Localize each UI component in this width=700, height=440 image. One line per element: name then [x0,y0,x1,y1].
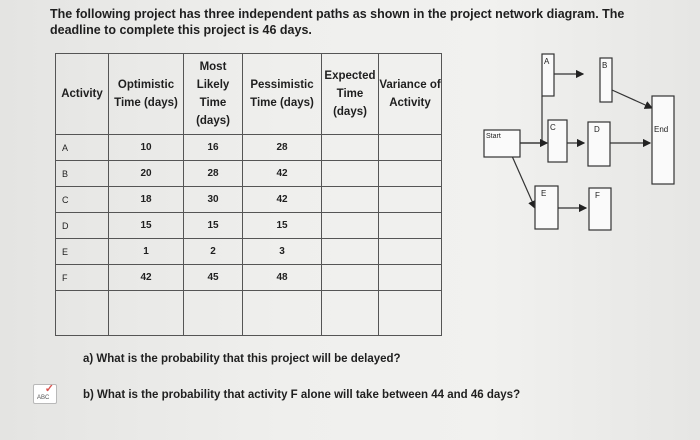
node-e [535,186,558,229]
project-network-diagram [470,48,685,238]
header-optimistic: Optimistic Time (days) [109,54,184,135]
cell-pessimistic: 42 [243,187,322,213]
question-a: a) What is the probability that this project will be delayed? [83,353,401,365]
cell-expected[interactable] [322,135,379,161]
node-f [589,188,611,230]
network-arrows [512,74,652,208]
cell-most-likely: 2 [184,239,243,265]
label-b: B [602,61,608,70]
label-a: A [544,57,550,66]
label-start: Start [486,133,501,140]
cell-most-likely: 16 [184,135,243,161]
label-d: D [594,125,600,134]
cell-activity: E [56,239,109,265]
header-most-likely: Most Likely Time (days) [184,54,243,135]
cell-pessimistic: 48 [243,265,322,291]
cell-expected[interactable] [322,265,379,291]
node-end [652,96,674,184]
cell-most-likely: 28 [184,161,243,187]
spellcheck-label: ABC [37,395,50,401]
cell-optimistic: 18 [109,187,184,213]
spellcheck-icon[interactable] [33,384,57,404]
table-row [56,239,442,265]
cell-variance[interactable] [379,213,442,239]
label-e: E [541,189,547,198]
cell-most-likely: 15 [184,213,243,239]
header-pessimistic: Pessimistic Time (days) [243,54,322,135]
cell-pessimistic: 15 [243,213,322,239]
network-node-labels [486,57,668,200]
cell-activity: B [56,161,109,187]
spellcheck-mark: ✓ [44,383,54,395]
problem-statement: The following project has three independent paths as shown in the project network diagram. The deadline to complete this project is 46 days. [50,7,625,37]
cell-optimistic: 15 [109,213,184,239]
cell-variance[interactable] [379,135,442,161]
cell-pessimistic: 28 [243,135,322,161]
label-end: End [654,125,669,134]
cell-activity: F [56,265,109,291]
cell-pessimistic: 3 [243,239,322,265]
cell-activity [56,291,109,336]
cell-variance[interactable] [379,187,442,213]
activity-time-table [55,53,442,336]
cell-optimistic: 20 [109,161,184,187]
cell-variance[interactable] [379,265,442,291]
cell-activity: D [56,213,109,239]
cell-optimistic: 1 [109,239,184,265]
cell-most-likely: 30 [184,187,243,213]
table-row-blank [56,291,442,336]
question-b: b) What is the probability that activity F alone will take between 44 and 46 days? [83,389,521,401]
cell-most-likely [184,291,243,336]
cell-variance[interactable] [379,291,442,336]
network-nodes [484,54,674,230]
label-f: F [595,191,600,200]
cell-pessimistic: 42 [243,161,322,187]
cell-pessimistic [243,291,322,336]
cell-most-likely: 45 [184,265,243,291]
cell-expected[interactable] [322,239,379,265]
cell-activity: C [56,187,109,213]
label-c: C [550,123,556,132]
header-variance: Variance of Activity [379,54,442,135]
cell-expected[interactable] [322,291,379,336]
table-row [56,161,442,187]
cell-activity: A [56,135,109,161]
header-activity: Activity [56,54,109,135]
cell-expected[interactable] [322,161,379,187]
cell-expected[interactable] [322,187,379,213]
table-row [56,187,442,213]
header-expected: Expected Time (days) [322,54,379,135]
table-header-row [56,54,442,135]
table-row [56,265,442,291]
cell-variance[interactable] [379,239,442,265]
cell-optimistic [109,291,184,336]
cell-optimistic: 42 [109,265,184,291]
cell-expected[interactable] [322,213,379,239]
table-row [56,213,442,239]
table-row [56,135,442,161]
cell-optimistic: 10 [109,135,184,161]
cell-variance[interactable] [379,161,442,187]
